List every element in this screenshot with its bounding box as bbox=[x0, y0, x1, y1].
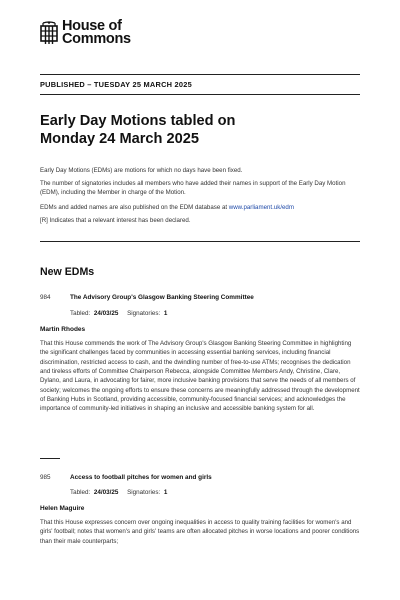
page-title bbox=[40, 112, 235, 148]
edm-title: Access to football pitches for women and girls bbox=[70, 474, 212, 481]
intro-paragraph-3 bbox=[40, 204, 360, 213]
edm-separator bbox=[40, 458, 60, 459]
edm-title: The Advisory Group's Glasgow Banking Steering Committee bbox=[70, 294, 254, 301]
intro-paragraph-1: Early Day Motions (EDMs) are motions for which no days have been fixed. bbox=[40, 167, 243, 174]
intro-rule bbox=[40, 241, 360, 242]
page-title-line-1: Early Day Motions tabled on bbox=[40, 113, 236, 129]
tabled-date: 24/03/25 bbox=[93, 310, 119, 317]
logo-line-2: Commons bbox=[62, 31, 131, 47]
edm-meta: Tabled: 24/03/25 Signatories: 1 bbox=[70, 310, 168, 317]
house-of-commons-logo bbox=[40, 20, 131, 46]
intro-paragraph-2: The number of signatories includes all members who have added their names in support of the Early Day Motion (EDM), including the Member in charge of the Motion. bbox=[40, 180, 346, 196]
edm-number: 984 bbox=[40, 294, 51, 301]
header-rule-top bbox=[40, 74, 360, 75]
edm-number: 985 bbox=[40, 474, 51, 481]
header-rule-bottom bbox=[40, 94, 360, 95]
page-title-line-2: Monday 24 March 2025 bbox=[40, 131, 199, 147]
edm-sponsor: Helen Maguire bbox=[40, 505, 85, 512]
logo-line-1: House of bbox=[62, 18, 122, 34]
signatories-count: 1 bbox=[163, 310, 168, 317]
intro-edm-database-text: EDMs and added names are also published on the EDM database at bbox=[40, 204, 229, 211]
portcullis-icon bbox=[40, 21, 58, 45]
edm-sponsor: Martin Rhodes bbox=[40, 326, 86, 333]
edm-motion-text: That this House expresses concern over ongoing inequalities in access to quality training facilities for women's and girls' football; notes that women's and girls' teams are often allocated pitches in worse locations and poorer conditions than their male counterparts; bbox=[40, 519, 360, 545]
signatories-count: 1 bbox=[163, 489, 168, 496]
intro-interest-note: [R] Indicates that a relevant interest has been declared. bbox=[40, 217, 191, 224]
edm-meta: Tabled: 24/03/25 Signatories: 1 bbox=[70, 489, 168, 496]
tabled-date: 24/03/25 bbox=[93, 489, 119, 496]
edm-motion-text: That this House commends the work of The Advisory Group's Glasgow Banking Steering Committee in highlighting the significant challenges faced by communities in accessing essential banking services, including financial discrimination, restricted access to cash, and the dwindling number of free-to-use ATMs; recognises the dedication and tireless efforts of Committee Chairperson Rebecca, alongside Committee Members Andy, Christine, Clare, Dylano, and Laura, in advocating for fairer, more inclusive banking provisions that serve the needs of all members of society; welcomes the ongoing efforts to ensure these concerns are meaningfully addressed through the development of Banking Hubs in Scotland, providing accessible, community-focused financial services; and acknowledges the importance of community-led initiatives in shaping an inclusive and accessible banking system for all. bbox=[40, 340, 360, 413]
published-date: PUBLISHED – TUESDAY 25 MARCH 2025 bbox=[40, 80, 193, 89]
section-title: New EDMs bbox=[40, 266, 95, 278]
edm-database-link[interactable]: www.parliament.uk/edm bbox=[228, 204, 294, 211]
